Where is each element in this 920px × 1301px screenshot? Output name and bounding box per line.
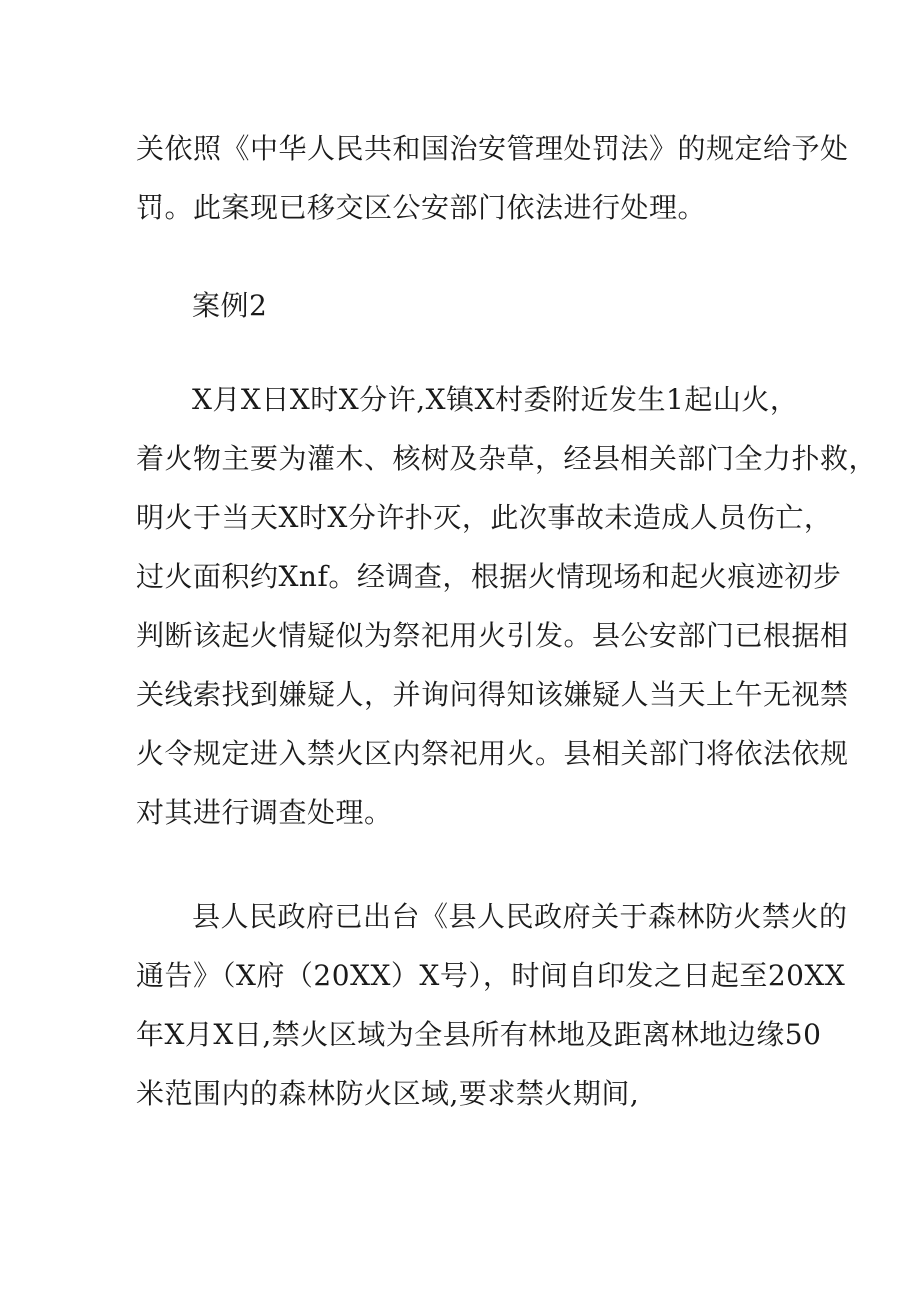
text-line: 县人民政府已出台《县人民政府关于森林防火禁火的 xyxy=(192,900,848,933)
text-line: 米范围内的森林防火区域,要求禁火期间, xyxy=(136,1077,640,1110)
text-line: 罚。此案现已移交区公安部门依法进行处理。 xyxy=(136,191,707,224)
paragraph-notice xyxy=(136,887,848,1123)
text-line: 过火面积约Xnf。经调查，根据火情现场和起火痕迹初步 xyxy=(136,560,842,593)
text-line: 年X月X日,禁火区域为全县所有林地及距离林地边缘50 xyxy=(136,1018,822,1051)
text-line: X月X日X时X分许,X镇X村委附近发生1起山火， xyxy=(192,383,799,416)
text-line: 关线索找到嫌疑人，并询问得知该嫌疑人当天上午无视禁 xyxy=(136,678,849,711)
paragraph-continuation xyxy=(136,119,849,237)
text-line: 判断该起火情疑似为祭祀用火引发。县公安部门已根据相 xyxy=(136,619,849,652)
text-line: 着火物主要为灌木、核树及杂草，经县相关部门全力扑救， xyxy=(136,442,878,475)
paragraph-case-2 xyxy=(136,370,878,842)
text-line: 关依照《中华人民共和国治安管理处罚法》的规定给予处 xyxy=(136,132,849,165)
text-line: 明火于当天X时X分许扑灭，此次事故未造成人员伤亡， xyxy=(136,501,833,534)
text-line: 通告》（X府（20XX）X号），时间自印发之日起至20XX xyxy=(136,959,846,992)
case-heading xyxy=(136,276,796,335)
text-line: 对其进行调查处理。 xyxy=(136,796,393,829)
case-2-heading: 案例2 xyxy=(192,289,268,322)
text-line: 火令规定进入禁火区内祭祀用火。县相关部门将依法依规 xyxy=(136,737,849,770)
